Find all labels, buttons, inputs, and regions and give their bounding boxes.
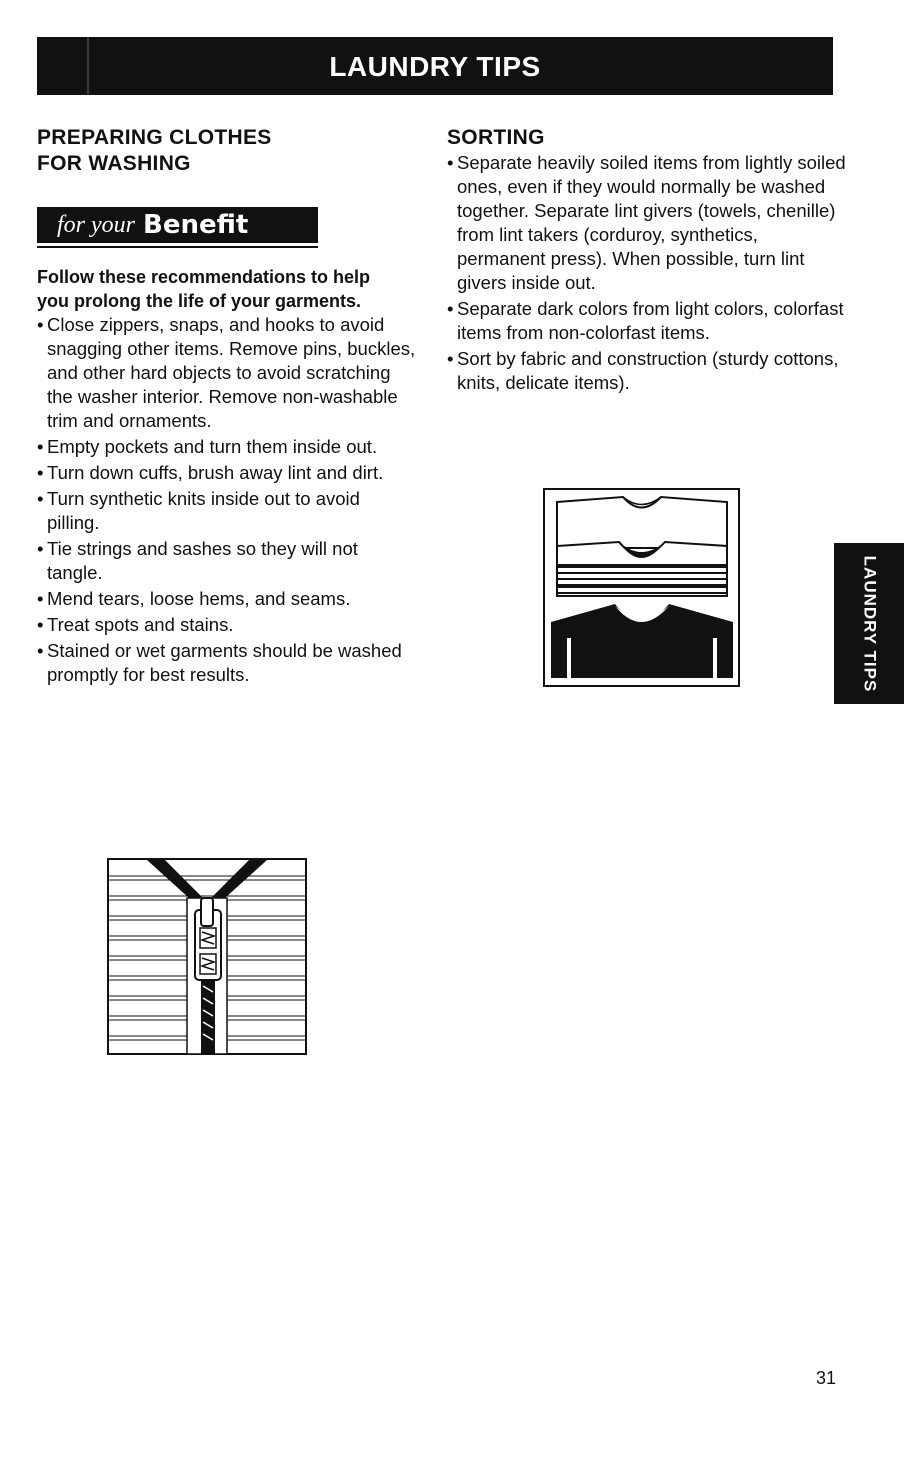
- list-item: • Separate heavily soiled items from lightly soiled ones, even if they would normally be washed together. Separate lint givers (towels, chenille) from lint takers (corduroy, synthetics, permanent press). When possible, turn lint givers inside out.: [447, 151, 847, 295]
- section-heading-sorting: SORTING: [447, 126, 545, 149]
- list-item: • Sort by fabric and construction (sturdy cottons, knits, delicate items).: [447, 347, 847, 395]
- benefit-underline: [37, 246, 318, 248]
- header-bar: [37, 37, 833, 95]
- list-item: • Turn synthetic knits inside out to avoid pilling.: [37, 487, 417, 535]
- list-item: • Separate dark colors from light colors, colorfast items from non-colorfast items.: [447, 297, 847, 345]
- benefit-big-text: Benefit: [143, 210, 249, 240]
- page-title: LAUNDRY TIPS: [329, 51, 541, 82]
- side-tab-label: LAUNDRY TIPS: [860, 555, 879, 692]
- list-item: • Empty pockets and turn them inside out.: [37, 435, 417, 459]
- side-tab: [834, 543, 904, 704]
- preparing-clothes-section: [37, 125, 417, 689]
- list-item: • Turn down cuffs, brush away lint and dirt.: [37, 461, 417, 485]
- list-item: • Treat spots and stains.: [37, 613, 417, 637]
- section-heading-preparing: [37, 125, 417, 177]
- list-item: • Mend tears, loose hems, and seams.: [37, 587, 417, 611]
- for-your-benefit-badge: [37, 207, 318, 249]
- heading-line-1: PREPARING CLOTHES: [37, 126, 272, 149]
- intro-text: Follow these recommendations to help you prolong the life of your garments.: [37, 267, 371, 311]
- heading-line-2: FOR WASHING: [37, 152, 191, 175]
- stacked-shirts-illustration: [543, 488, 740, 687]
- preparing-list: [37, 313, 417, 687]
- sorting-list: [447, 151, 847, 395]
- page-number: 31: [816, 1368, 837, 1388]
- benefit-small-text: for your: [57, 211, 135, 238]
- sorting-section: [447, 125, 847, 397]
- zipper-illustration: [107, 858, 307, 1055]
- benefit-box: [37, 207, 318, 243]
- list-item: • Tie strings and sashes so they will not tangle.: [37, 537, 417, 585]
- list-item: • Stained or wet garments should be washed promptly for best results.: [37, 639, 417, 687]
- list-item: • Close zippers, snaps, and hooks to avoid snagging other items. Remove pins, buckles, and other hard objects to avoid scratching the washer interior. Remove non-washable trim and ornaments.: [37, 313, 417, 433]
